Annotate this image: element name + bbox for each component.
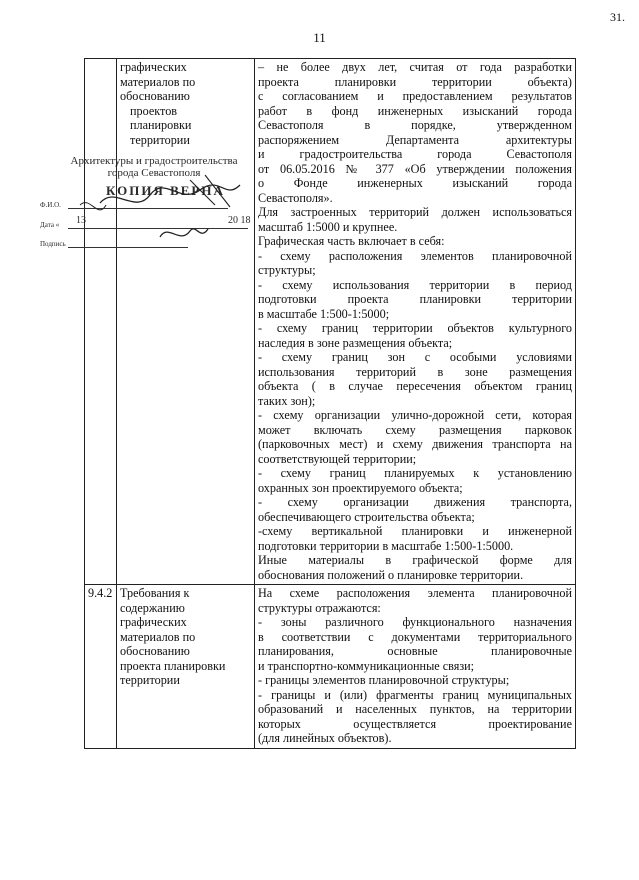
- content-line: работ в фонд инженерных изысканий города: [258, 103, 572, 118]
- content-line: - схему организации движения транспорта,: [258, 495, 572, 509]
- title-line: проекта планировки: [120, 658, 226, 673]
- content-line: подготовки проекта планировки территории: [258, 292, 572, 306]
- title-line: проектов: [130, 103, 178, 118]
- title-line: материалов по: [120, 629, 196, 644]
- content-line: - границы элементов планировочной структуры;: [258, 673, 510, 687]
- content-line: - схему границ зон с особыми условиями: [258, 350, 572, 364]
- content-line: в масштабе 1:500-1:5000;: [258, 306, 390, 321]
- content-line: - схему границ территории объектов культурного: [258, 321, 572, 335]
- content-line: использования территорий в зоне размещения: [258, 364, 572, 379]
- content-line: в соответствии с документами территориального: [258, 629, 572, 644]
- content-line: - схему границ планируемых к установлению: [258, 466, 572, 480]
- content-line: и градостроительства города Севастополя: [258, 147, 572, 161]
- requirement-content-cell: [255, 59, 576, 585]
- content-line: соответствующей территории;: [258, 451, 417, 466]
- title-line: графических: [120, 60, 187, 74]
- content-line: - схему расположения элементов планировочной: [258, 248, 572, 263]
- stamp-label-sign: Подпись: [40, 240, 66, 248]
- content-line: масштаб 1:5000 и крупнее.: [258, 219, 398, 234]
- table-row: [85, 585, 576, 749]
- content-line: - границы и (или) фрагменты границ муниципальных: [258, 687, 572, 702]
- title-line: обоснованию: [120, 644, 190, 658]
- content-line: На схеме расположения элемента планировочной: [258, 586, 572, 600]
- content-line: Севастополя».: [258, 190, 333, 205]
- content-line: подготовки территории в масштабе 1:500-1:5000.: [258, 538, 514, 553]
- signature-icon: [40, 145, 260, 255]
- title-line: графических: [120, 615, 187, 629]
- stamp-date-day: 13: [76, 215, 86, 226]
- content-line: образований и населенных пунктов, на территории: [258, 702, 572, 716]
- title-line: территории: [130, 132, 190, 147]
- content-line: обоснования положений о планировке территории.: [258, 567, 524, 582]
- content-line: структуры отражаются:: [258, 600, 381, 615]
- requirement-content-cell: [255, 585, 576, 749]
- content-line: с согласованием и предоставлением результатов: [258, 89, 572, 103]
- content-line: Графическая часть включает в себя:: [258, 234, 445, 248]
- page-number: 11: [313, 30, 326, 45]
- row-number-cell: 9.4.2: [85, 585, 117, 749]
- stamp-date-year: 20 18: [228, 215, 251, 226]
- title-line: обоснованию: [120, 89, 190, 103]
- content-line: структуры;: [258, 263, 316, 277]
- content-line: охранных зон проектируемого объекта;: [258, 480, 463, 495]
- content-line: - зоны различного функционального назначения: [258, 615, 572, 629]
- content-line: проекта планировки территории объекта): [258, 74, 572, 89]
- content-line: -схему вертикальной планировки и инженерной: [258, 524, 572, 538]
- content-line: Иные материалы в графической форме для: [258, 553, 572, 567]
- content-line: объекта ( в случае пересечения объектом границ: [258, 379, 572, 393]
- content-line: Для застроенных территорий должен использоваться: [258, 205, 572, 219]
- content-line: планирования, основные планировочные: [258, 644, 572, 658]
- requirement-title-cell: [117, 59, 255, 585]
- title-line: территории: [120, 673, 180, 687]
- content-line: (парковочных мест) и схему движения транспорта на: [258, 437, 572, 451]
- content-line: таких зон);: [258, 393, 316, 408]
- title-line: материалов по: [120, 74, 196, 89]
- content-line: распоряжением Департамента архитектуры: [258, 132, 572, 147]
- content-line: от 06.05.2016 № 377 «Об утверждении положения: [258, 161, 572, 176]
- content-line: – не более двух лет, считая от года разработки: [258, 60, 572, 74]
- content-line: о Фонде инженерных изысканий города: [258, 176, 572, 190]
- row-number-cell: [85, 59, 117, 585]
- stamp-label-date: Дата «: [40, 221, 60, 229]
- corner-number: 31.: [610, 10, 625, 24]
- stamp-copy-text: КОПИЯ ВЕРНА: [106, 183, 225, 198]
- content-line: Севастополя в порядке, утвержденном: [258, 118, 572, 132]
- title-line: планировки: [130, 118, 192, 132]
- content-line: наследия в зоне размещения объекта;: [258, 335, 453, 350]
- table-row: [85, 59, 576, 585]
- content-line: (для линейных объектов).: [258, 731, 392, 745]
- content-line: - схему организации улично-дорожной сети, которая: [258, 408, 572, 422]
- stamp-label-fio: Ф.И.О.: [40, 201, 61, 209]
- approval-stamp: [40, 145, 260, 255]
- content-line: может включать схему размещения парковок: [258, 422, 572, 437]
- title-line: содержанию: [120, 600, 185, 615]
- stamp-org-line: города Севастополя: [107, 167, 201, 179]
- stamp-org-line: Архитектуры и градостроительства: [70, 155, 238, 167]
- content-line: и транспортно-коммуникационные связи;: [258, 658, 475, 673]
- requirement-title-cell: [117, 585, 255, 749]
- content-line: обеспечивающего строительства объекта;: [258, 509, 475, 524]
- title-line: Требования к: [120, 586, 190, 600]
- content-line: которых осуществляется проектирование: [258, 716, 572, 731]
- content-line: - схему использования территории в период: [258, 277, 572, 292]
